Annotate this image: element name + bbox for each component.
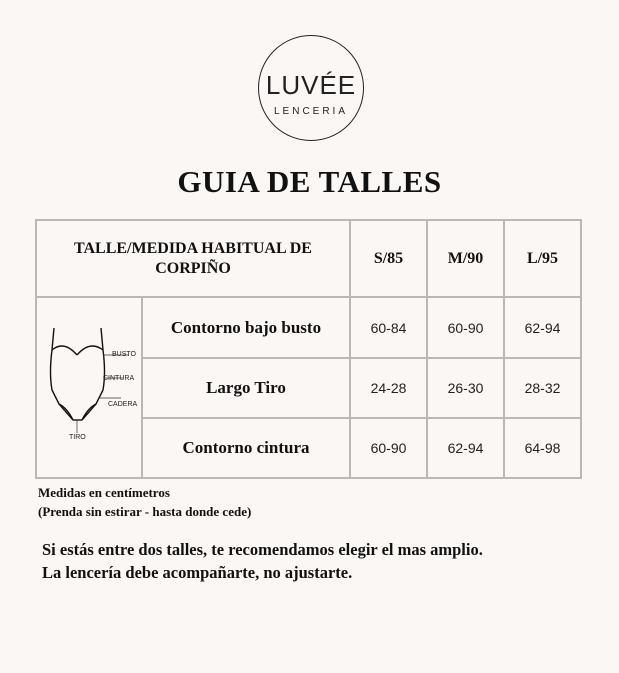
brand-logo xyxy=(258,35,364,141)
brand-name: LUVÉE xyxy=(265,70,357,100)
size-chart-table xyxy=(35,219,582,479)
cell-bajo-busto-m: 60-90 xyxy=(427,297,504,358)
note-stretch: (Prenda sin estirar - hasta donde cede) xyxy=(38,504,252,519)
diagram-label-busto: BUSTO xyxy=(112,351,136,358)
diagram-label-cintura: CINTURA xyxy=(103,375,135,382)
header-size-s: S/85 xyxy=(350,220,427,297)
cell-largo-tiro-s: 24-28 xyxy=(350,358,427,418)
header-size-m: M/90 xyxy=(427,220,504,297)
cell-largo-tiro-m: 26-30 xyxy=(427,358,504,418)
brand-subtitle: LENCERIA xyxy=(273,106,348,117)
cell-bajo-busto-l: 62-94 xyxy=(504,297,581,358)
row-label-bajo-busto: Contorno bajo busto xyxy=(142,297,350,358)
header-size-l: L/95 xyxy=(504,220,581,297)
row-label-largo-tiro: Largo Tiro xyxy=(142,358,350,418)
row-label-contorno-cintura: Contorno cintura xyxy=(142,418,350,478)
note-units: Medidas en centímetros xyxy=(38,485,170,500)
cell-cintura-s: 60-90 xyxy=(350,418,427,478)
tip-lingerie: La lencería debe acompañarte, no ajustarte. xyxy=(42,563,353,582)
tip-between-sizes: Si estás entre dos talles, te recomendamos elegir el mas amplio. xyxy=(42,540,483,559)
cell-bajo-busto-s: 60-84 xyxy=(350,297,427,358)
cell-largo-tiro-l: 28-32 xyxy=(504,358,581,418)
bodysuit-illustration xyxy=(37,298,141,476)
diagram-label-tiro: TIRO xyxy=(69,434,86,441)
cell-cintura-l: 64-98 xyxy=(504,418,581,478)
diagram-label-cadera: CADERA xyxy=(108,401,138,408)
page-title: GUIA DE TALLES xyxy=(177,164,442,199)
table-row xyxy=(36,297,581,358)
header-label: TALLE/MEDIDA HABITUAL DE CORPIÑO xyxy=(36,220,350,297)
table-header-row xyxy=(36,220,581,297)
cell-cintura-m: 62-94 xyxy=(427,418,504,478)
bodysuit-diagram xyxy=(36,297,142,478)
